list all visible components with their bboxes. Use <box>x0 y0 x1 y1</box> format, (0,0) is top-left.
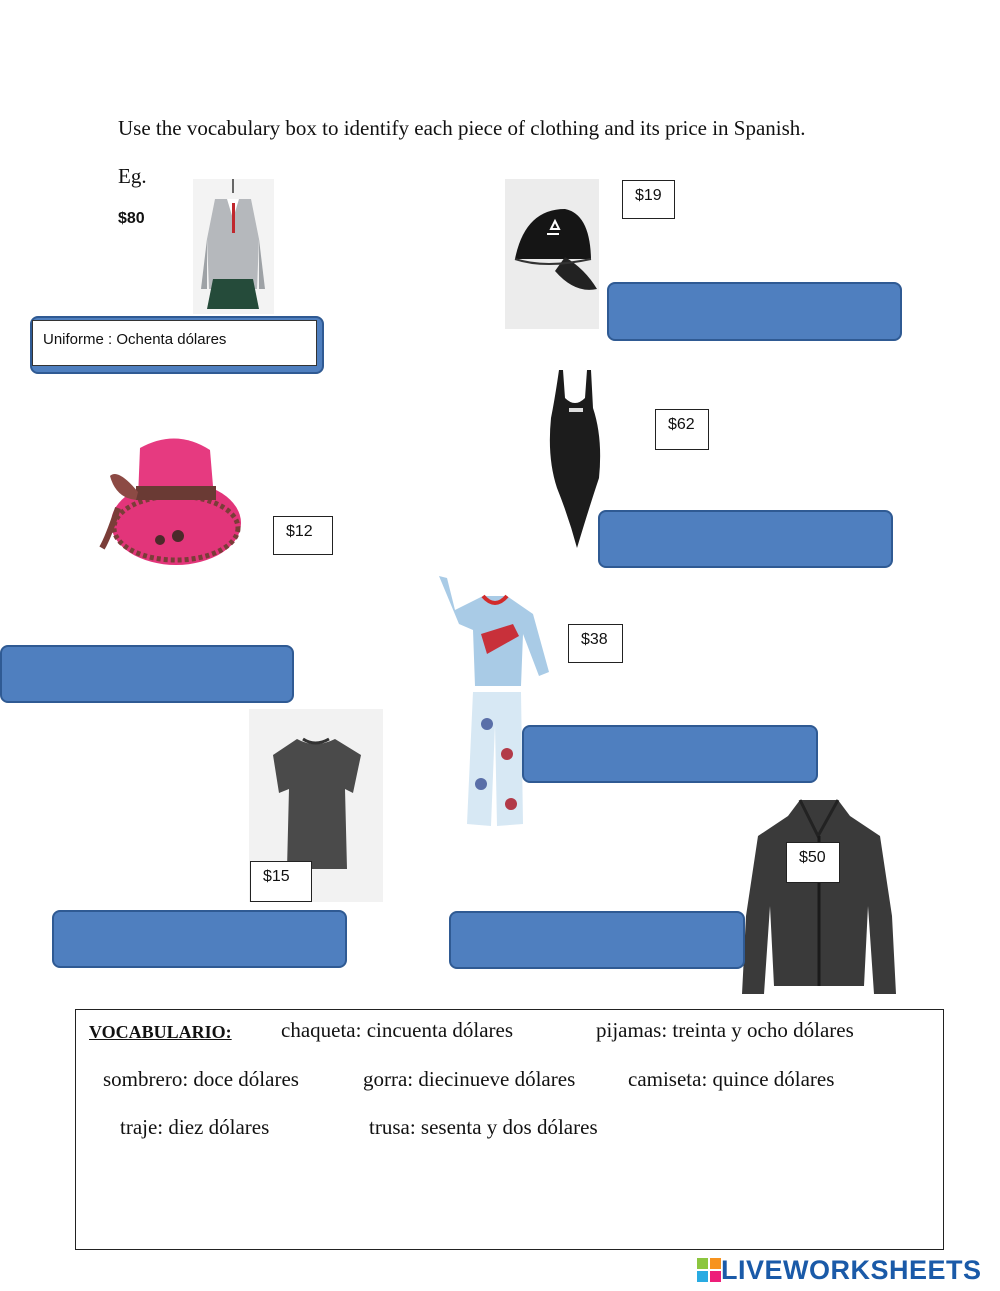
pajamas-answer-input[interactable] <box>522 725 818 783</box>
vocabulary-box <box>75 1009 944 1250</box>
logo-icon <box>697 1258 721 1282</box>
pajamas-price: $38 <box>568 624 623 663</box>
hat-image <box>98 428 243 568</box>
swimsuit-answer-input[interactable] <box>598 510 893 568</box>
jacket-answer-input[interactable] <box>449 911 745 969</box>
vocab-sombrero: sombrero: doce dólares <box>103 1067 299 1091</box>
hat-price: $12 <box>273 516 333 555</box>
cap-image <box>505 179 599 329</box>
liveworksheets-logo <box>697 1256 982 1284</box>
example-label: Eg. <box>118 164 147 188</box>
tshirt-price: $15 <box>250 861 312 902</box>
example-answer: Uniforme : Ochenta dólares <box>32 320 317 366</box>
jacket-image <box>740 796 898 998</box>
vocab-chaqueta: chaqueta: cincuenta dólares <box>281 1018 514 1042</box>
pajamas-image <box>437 574 552 836</box>
tshirt-answer-input[interactable] <box>52 910 347 968</box>
swimsuit-price: $62 <box>655 409 709 450</box>
example-price: $80 <box>118 210 145 227</box>
instructions: Use the vocabulary box to identify each piece of clothing and its price in Spanish. <box>118 116 806 140</box>
vocab-traje: traje: diez dólares <box>120 1115 270 1139</box>
jacket-price: $50 <box>786 842 840 883</box>
logo-text: LIVEWORKSHEETS <box>721 1254 982 1285</box>
vocab-camiseta: camiseta: quince dólares <box>628 1067 835 1091</box>
cap-answer-input[interactable] <box>607 282 902 341</box>
hat-answer-input[interactable] <box>0 645 294 703</box>
vocabulary-title: VOCABULARIO: <box>89 1022 232 1042</box>
cap-price: $19 <box>622 180 675 219</box>
vocab-trusa: trusa: sesenta y dos dólares <box>369 1115 598 1139</box>
vocab-gorra: gorra: diecinueve dólares <box>363 1067 576 1091</box>
vocab-pijamas: pijamas: treinta y ocho dólares <box>596 1018 854 1042</box>
uniform-image <box>193 179 274 314</box>
